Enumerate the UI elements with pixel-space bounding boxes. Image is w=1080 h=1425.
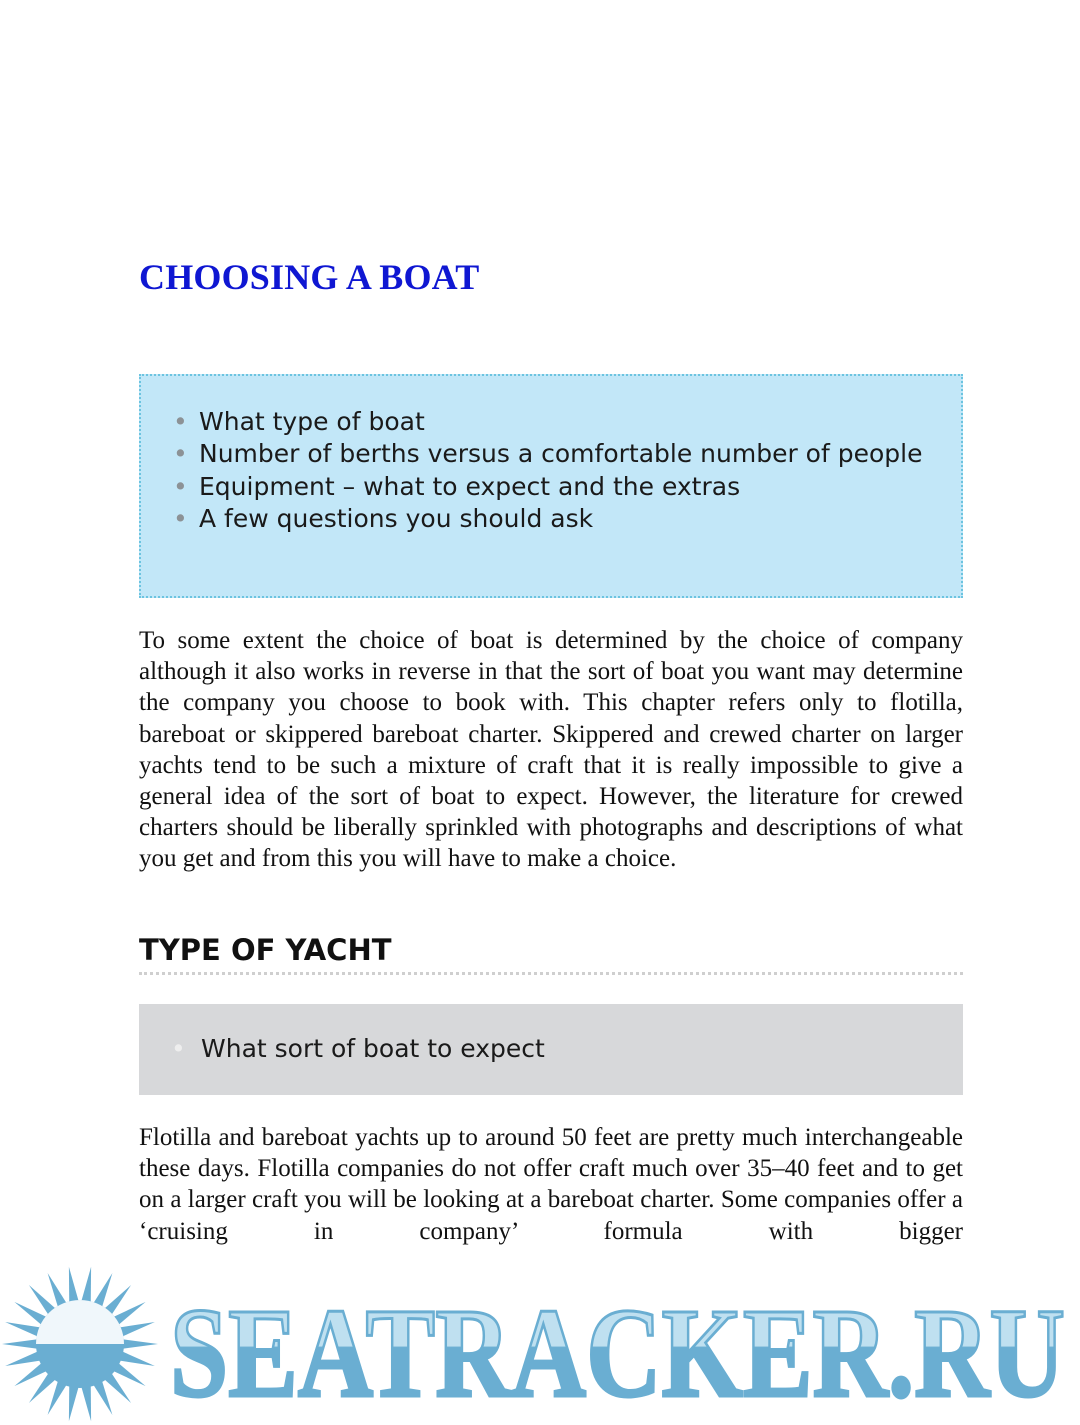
watermark	[0, 1262, 1080, 1425]
body-paragraph: Flotilla and bareboat yachts up to around 50 feet are pretty much interchangeable these days. Flotilla companies do not offer craft much over 35–40 feet and to get on a larger craft you will be looking at a bareboat charter. Some companies offer a ‘cruising in company’ formula with bigger	[139, 1124, 963, 1245]
list-item-text: Equipment – what to expect and the extras	[199, 471, 741, 501]
list-item-text: What sort of boat to expect	[201, 1034, 545, 1063]
bullet-icon: •	[171, 1034, 186, 1063]
list-item	[171, 471, 935, 503]
list-item-text: A few questions you should ask	[199, 503, 594, 533]
bullet-icon: •	[173, 503, 188, 533]
sun-ray	[2, 1339, 40, 1349]
bullet-icon: •	[173, 407, 188, 436]
body-paragraph: To some extent the choice of boat is determined by the choice of company although it also works in reverse in that the sort of boat you want may determine the company you choose to book with. This chapter refers only to flotilla, bareboat or skippered bareboat charter. Skippered and crewed charter on larger yachts tend to be such a mixture of craft that it is really impossible to give a general idea of the sort of boat to expect. However, the literature for crewed charters should be liberally sprinkled with photographs and descriptions of what you get and from this you will have to make a choice.	[139, 627, 963, 873]
section-summary-list	[169, 1033, 545, 1065]
bullet-icon: •	[173, 471, 188, 501]
chapter-summary-list	[171, 406, 935, 535]
section-summary-box	[139, 1004, 963, 1095]
sun-ray	[81, 1267, 92, 1306]
sun-ray	[69, 1267, 80, 1306]
list-item-text: What type of boat	[199, 407, 425, 436]
watermark-label: SEATRACKER.RU	[170, 1284, 1065, 1414]
list-item	[171, 406, 935, 438]
chapter-summary-box	[139, 374, 963, 598]
section-heading: TYPE OF YACHT	[139, 932, 963, 975]
sun-ray	[81, 1383, 92, 1422]
chapter-title: CHOOSING A BOAT	[139, 257, 480, 297]
watermark-text	[170, 1284, 1070, 1414]
sun-icon	[0, 1264, 160, 1424]
list-item	[171, 438, 935, 470]
sun-ray	[69, 1383, 80, 1422]
list-item-text: Number of berths versus a comfortable number of people	[199, 439, 923, 469]
list-item	[169, 1033, 545, 1065]
bullet-icon: •	[173, 439, 188, 469]
sun-ray	[120, 1339, 158, 1349]
list-item	[171, 503, 935, 535]
